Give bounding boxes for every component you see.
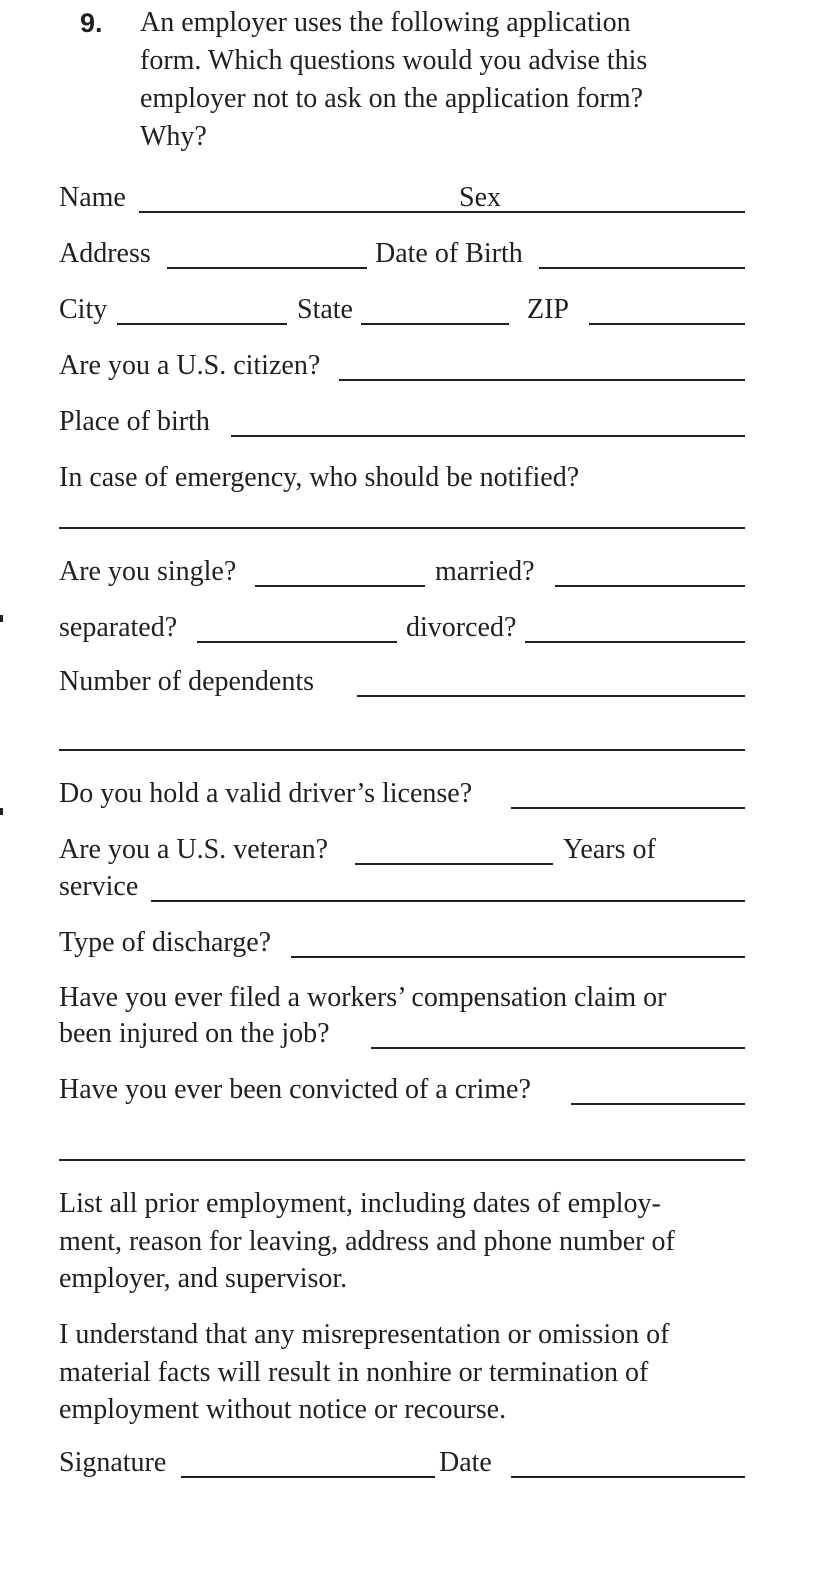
question-number: 9. — [80, 8, 103, 38]
separated-blank[interactable] — [197, 641, 397, 643]
married-blank[interactable] — [555, 585, 745, 587]
form-row-crime — [59, 1073, 745, 1109]
dob-blank[interactable] — [539, 267, 745, 269]
divorced-label: divorced? — [406, 612, 517, 643]
question-line: employer not to ask on the application form? — [140, 83, 644, 114]
state-blank[interactable] — [361, 323, 509, 325]
form-row-single — [59, 555, 745, 591]
prior-employment-line: ment, reason for leaving, address and phone number of — [59, 1225, 675, 1257]
form-row-workers-comp-2 — [59, 1017, 745, 1053]
crime-label: Have you ever been convicted of a crime? — [59, 1074, 531, 1105]
license-label: Do you hold a valid driver’s license? — [59, 778, 473, 809]
license-blank[interactable] — [511, 807, 745, 809]
place-of-birth-label: Place of birth — [59, 406, 210, 437]
understanding-line: material facts will result in nonhire or termination of — [59, 1356, 649, 1388]
workers-comp-blank[interactable] — [371, 1047, 745, 1049]
question-line: form. Which questions would you advise this — [140, 45, 648, 76]
date-blank[interactable] — [511, 1476, 745, 1478]
married-label: married? — [435, 556, 535, 587]
prior-employment-text — [59, 1185, 745, 1298]
understanding-line: employment without notice or recourse. — [59, 1394, 507, 1425]
form-row-workers-comp — [59, 981, 745, 1017]
name-label: Name — [59, 182, 126, 213]
question-line: An employer uses the following application — [140, 7, 631, 38]
crime-blank-2[interactable] — [59, 1159, 745, 1161]
form-row-license — [59, 777, 745, 813]
form-row-name — [59, 181, 745, 217]
dependents-blank[interactable] — [357, 695, 745, 697]
divorced-blank[interactable] — [525, 641, 745, 643]
years-of-label: Years of — [563, 834, 656, 865]
crime-blank[interactable] — [571, 1103, 745, 1105]
form-row-emergency — [59, 461, 745, 497]
question-line: Why? — [140, 121, 207, 152]
service-blank[interactable] — [151, 900, 745, 902]
question-text — [140, 4, 730, 156]
form-row-dependents — [59, 665, 745, 701]
form-row-signature — [59, 1446, 745, 1482]
margin-mark — [0, 808, 3, 815]
emergency-blank[interactable] — [59, 527, 745, 529]
service-label: service — [59, 871, 139, 902]
emergency-label: In case of emergency, who should be notified? — [59, 462, 580, 493]
sex-label: Sex — [459, 182, 501, 213]
state-label: State — [297, 294, 353, 325]
workers-comp-label-2: been injured on the job? — [59, 1018, 330, 1049]
signature-blank[interactable] — [181, 1476, 435, 1478]
date-label: Date — [439, 1447, 492, 1478]
form-row-place-of-birth — [59, 405, 745, 441]
single-blank[interactable] — [255, 585, 425, 587]
form-row-city — [59, 293, 745, 329]
understanding-text — [59, 1316, 745, 1429]
form-row-service — [59, 870, 745, 906]
dob-label: Date of Birth — [375, 238, 523, 269]
city-blank[interactable] — [117, 323, 287, 325]
name-blank[interactable] — [139, 211, 511, 213]
address-blank[interactable] — [167, 267, 367, 269]
citizen-label: Are you a U.S. citizen? — [59, 350, 321, 381]
sex-blank[interactable] — [511, 211, 745, 213]
margin-mark — [0, 615, 3, 622]
form-row-veteran — [59, 833, 745, 869]
form-row-address — [59, 237, 745, 273]
prior-employment-line: employer, and supervisor. — [59, 1263, 348, 1294]
city-label: City — [59, 294, 108, 325]
signature-label: Signature — [59, 1447, 167, 1478]
place-of-birth-blank[interactable] — [231, 435, 745, 437]
dependents-blank-2[interactable] — [59, 749, 745, 751]
form-row-citizen — [59, 349, 745, 385]
citizen-blank[interactable] — [339, 379, 745, 381]
workers-comp-label-1: Have you ever filed a workers’ compensation claim or — [59, 982, 667, 1013]
form-row-separated — [59, 611, 745, 647]
dependents-label: Number of dependents — [59, 666, 315, 697]
single-label: Are you single? — [59, 556, 237, 587]
form-row-discharge — [59, 926, 745, 962]
veteran-blank[interactable] — [355, 863, 553, 865]
discharge-blank[interactable] — [291, 956, 745, 958]
separated-label: separated? — [59, 612, 178, 643]
zip-label: ZIP — [527, 294, 569, 325]
address-label: Address — [59, 238, 151, 269]
prior-employment-line: List all prior employment, including dates of employ- — [59, 1188, 661, 1219]
understanding-line: I understand that any misrepresentation or omission of — [59, 1319, 670, 1350]
zip-blank[interactable] — [589, 323, 745, 325]
discharge-label: Type of discharge? — [59, 927, 272, 958]
veteran-label: Are you a U.S. veteran? — [59, 834, 329, 865]
